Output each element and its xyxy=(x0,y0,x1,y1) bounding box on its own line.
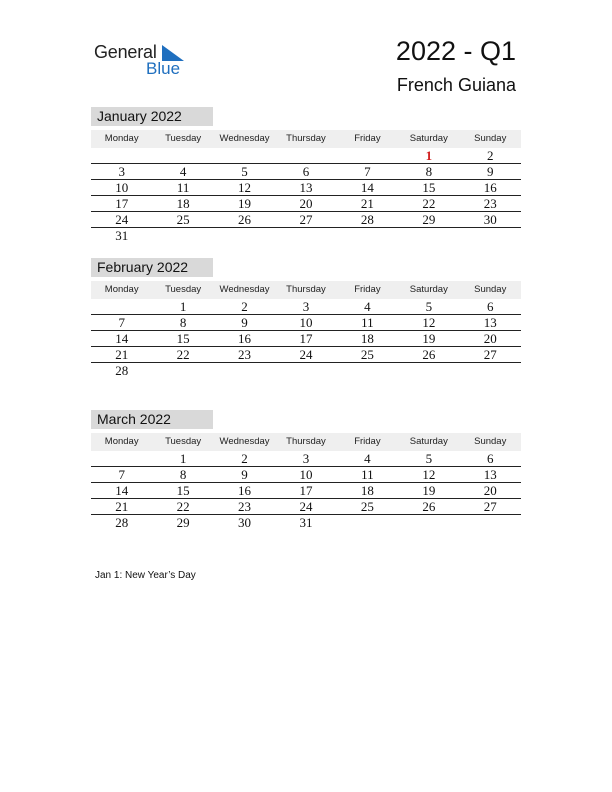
day-cell: 10 xyxy=(299,315,313,330)
weekday-label: Tuesday xyxy=(165,284,202,295)
day-cell: 27 xyxy=(483,499,497,514)
weekday-label: Monday xyxy=(104,284,139,295)
day-cell xyxy=(337,148,398,163)
weekday-label: Monday xyxy=(104,133,139,144)
day-cell: 23 xyxy=(238,499,252,514)
week-row xyxy=(91,347,521,363)
day-cell: 22 xyxy=(176,499,190,514)
day-cell: 2 xyxy=(241,299,248,314)
day-cell: 8 xyxy=(179,315,187,330)
day-cell xyxy=(275,148,336,163)
day-cell xyxy=(152,228,213,244)
week-row xyxy=(91,499,521,515)
day-cell xyxy=(91,299,152,314)
day-cell xyxy=(398,515,459,531)
day-cell xyxy=(91,148,152,163)
weekday-label: Friday xyxy=(354,436,381,447)
week-row xyxy=(91,212,521,228)
week-row xyxy=(91,515,521,531)
day-cell: 23 xyxy=(238,347,252,362)
day-cell: 11 xyxy=(361,467,374,482)
day-cell: 18 xyxy=(176,196,190,211)
week-row xyxy=(91,148,521,164)
day-cell: 15 xyxy=(176,331,190,346)
day-cell: 21 xyxy=(360,196,374,211)
day-cell xyxy=(337,515,398,531)
day-cell: 25 xyxy=(360,499,374,514)
day-cell: 7 xyxy=(118,467,125,482)
day-cell: 12 xyxy=(422,467,436,482)
day-cell: 14 xyxy=(360,180,374,195)
day-cell: 31 xyxy=(115,228,129,243)
day-cell xyxy=(214,228,275,244)
day-cell: 12 xyxy=(238,180,252,195)
day-cell: 30 xyxy=(483,212,497,227)
weekday-label: Sunday xyxy=(474,436,507,447)
day-cell: 4 xyxy=(364,451,371,466)
day-cell: 18 xyxy=(360,483,374,498)
week-row xyxy=(91,228,521,244)
day-cell: 13 xyxy=(299,180,313,195)
day-cell: 30 xyxy=(238,515,252,530)
week-row xyxy=(91,180,521,196)
day-cell: 4 xyxy=(364,299,371,314)
day-cell: 28 xyxy=(115,515,129,530)
week-row xyxy=(91,363,521,379)
week-row xyxy=(91,164,521,180)
weekday-label: Tuesday xyxy=(165,133,202,144)
day-cell: 10 xyxy=(299,467,313,482)
day-cell: 23 xyxy=(483,196,497,211)
weekday-header-row xyxy=(91,433,521,451)
day-cell: 26 xyxy=(422,499,436,514)
logo-text-blue: Blue xyxy=(146,59,181,78)
day-cell: 1 xyxy=(179,299,187,314)
day-cell: 6 xyxy=(486,299,494,314)
week-list xyxy=(91,299,521,379)
day-cell: 1 xyxy=(179,451,187,466)
week-list xyxy=(91,148,521,244)
day-cell: 22 xyxy=(176,347,190,362)
day-cell: 14 xyxy=(115,483,129,498)
generalblue-logo xyxy=(94,42,194,78)
week-row xyxy=(91,451,521,467)
day-cell: 26 xyxy=(238,212,252,227)
day-cell: 16 xyxy=(238,483,252,498)
day-cell: 31 xyxy=(299,515,313,530)
day-cell: 18 xyxy=(360,331,374,346)
weekday-label: Wednesday xyxy=(219,436,270,447)
day-cell: 5 xyxy=(425,451,433,466)
weekday-label: Tuesday xyxy=(165,436,202,447)
day-cell: 19 xyxy=(238,196,252,211)
week-row xyxy=(91,483,521,499)
day-cell: 24 xyxy=(299,347,313,362)
week-list xyxy=(91,451,521,531)
day-cell xyxy=(152,148,213,163)
weekday-label: Thursday xyxy=(286,284,326,295)
weekday-label: Thursday xyxy=(286,133,326,144)
day-cell xyxy=(460,515,521,531)
day-cell: 25 xyxy=(176,212,190,227)
day-cell xyxy=(337,363,398,379)
day-cell: 22 xyxy=(422,196,436,211)
day-cell xyxy=(214,363,275,379)
weekday-label: Thursday xyxy=(286,436,326,447)
weekday-label: Friday xyxy=(354,133,381,144)
day-cell: 16 xyxy=(238,331,252,346)
holiday-day-cell: 1 xyxy=(425,148,433,163)
weekday-label: Monday xyxy=(104,436,139,447)
day-cell: 13 xyxy=(483,467,497,482)
day-cell: 16 xyxy=(483,180,497,195)
day-cell: 6 xyxy=(302,164,310,179)
day-cell: 24 xyxy=(115,212,129,227)
country-name: French Guiana xyxy=(396,75,516,95)
day-cell xyxy=(460,228,521,244)
day-cell: 27 xyxy=(483,347,497,362)
day-cell: 17 xyxy=(299,331,313,346)
day-cell: 19 xyxy=(422,331,436,346)
day-cell: 3 xyxy=(118,164,125,179)
weekday-label: Wednesday xyxy=(219,284,270,295)
day-cell: 27 xyxy=(299,212,313,227)
day-cell: 20 xyxy=(483,331,497,346)
day-cell: 17 xyxy=(115,196,129,211)
day-cell: 28 xyxy=(360,212,374,227)
week-row xyxy=(91,331,521,347)
month-label: January 2022 xyxy=(91,107,213,126)
week-row xyxy=(91,467,521,483)
day-cell: 6 xyxy=(486,451,494,466)
week-row xyxy=(91,315,521,331)
day-cell: 10 xyxy=(115,180,129,195)
day-cell xyxy=(398,228,459,244)
weekday-header-row xyxy=(91,281,521,299)
day-cell: 3 xyxy=(302,299,310,314)
day-cell: 28 xyxy=(115,363,129,378)
day-cell xyxy=(214,148,275,163)
day-cell: 21 xyxy=(115,499,129,514)
day-cell xyxy=(275,228,336,244)
day-cell: 12 xyxy=(422,315,436,330)
logo-text-general: General xyxy=(94,42,157,62)
day-cell xyxy=(398,363,459,379)
day-cell: 26 xyxy=(422,347,436,362)
day-cell: 2 xyxy=(241,451,248,466)
day-cell: 25 xyxy=(360,347,374,362)
weekday-label: Sunday xyxy=(474,284,507,295)
day-cell: 13 xyxy=(483,315,497,330)
day-cell: 3 xyxy=(302,451,310,466)
month-label: March 2022 xyxy=(91,410,213,429)
day-cell xyxy=(152,363,213,379)
day-cell xyxy=(460,363,521,379)
day-cell: 21 xyxy=(115,347,129,362)
day-cell: 29 xyxy=(422,212,436,227)
day-cell: 7 xyxy=(118,315,125,330)
day-cell: 4 xyxy=(179,164,187,179)
weekday-label: Sunday xyxy=(474,133,507,144)
page-title: 2022 - Q1 xyxy=(395,36,516,66)
day-cell xyxy=(275,363,336,379)
day-cell: 20 xyxy=(299,196,313,211)
day-cell: 19 xyxy=(422,483,436,498)
day-cell: 5 xyxy=(425,299,433,314)
day-cell: 8 xyxy=(425,164,433,179)
weekday-label: Wednesday xyxy=(219,133,270,144)
weekday-header-row xyxy=(91,130,521,148)
weekday-label: Saturday xyxy=(409,284,448,295)
day-cell: 7 xyxy=(364,164,371,179)
day-cell: 9 xyxy=(241,315,248,330)
day-cell: 2 xyxy=(486,148,494,163)
month-label: February 2022 xyxy=(91,258,213,277)
day-cell xyxy=(91,451,152,466)
week-row xyxy=(91,299,521,315)
weekday-label: Saturday xyxy=(409,133,448,144)
day-cell: 11 xyxy=(176,180,190,195)
week-row xyxy=(91,196,521,212)
day-cell: 9 xyxy=(241,467,248,482)
day-cell xyxy=(337,228,398,244)
holiday-note: Jan 1: New Year’s Day xyxy=(95,570,196,581)
day-cell: 24 xyxy=(299,499,313,514)
day-cell: 29 xyxy=(176,515,190,530)
weekday-label: Saturday xyxy=(409,436,448,447)
day-cell: 11 xyxy=(361,315,374,330)
day-cell: 17 xyxy=(299,483,313,498)
day-cell: 9 xyxy=(486,164,494,179)
day-cell: 14 xyxy=(115,331,129,346)
day-cell: 20 xyxy=(483,483,497,498)
weekday-label: Friday xyxy=(354,284,381,295)
day-cell: 5 xyxy=(241,164,248,179)
day-cell: 15 xyxy=(176,483,190,498)
day-cell: 15 xyxy=(422,180,436,195)
day-cell: 8 xyxy=(179,467,187,482)
